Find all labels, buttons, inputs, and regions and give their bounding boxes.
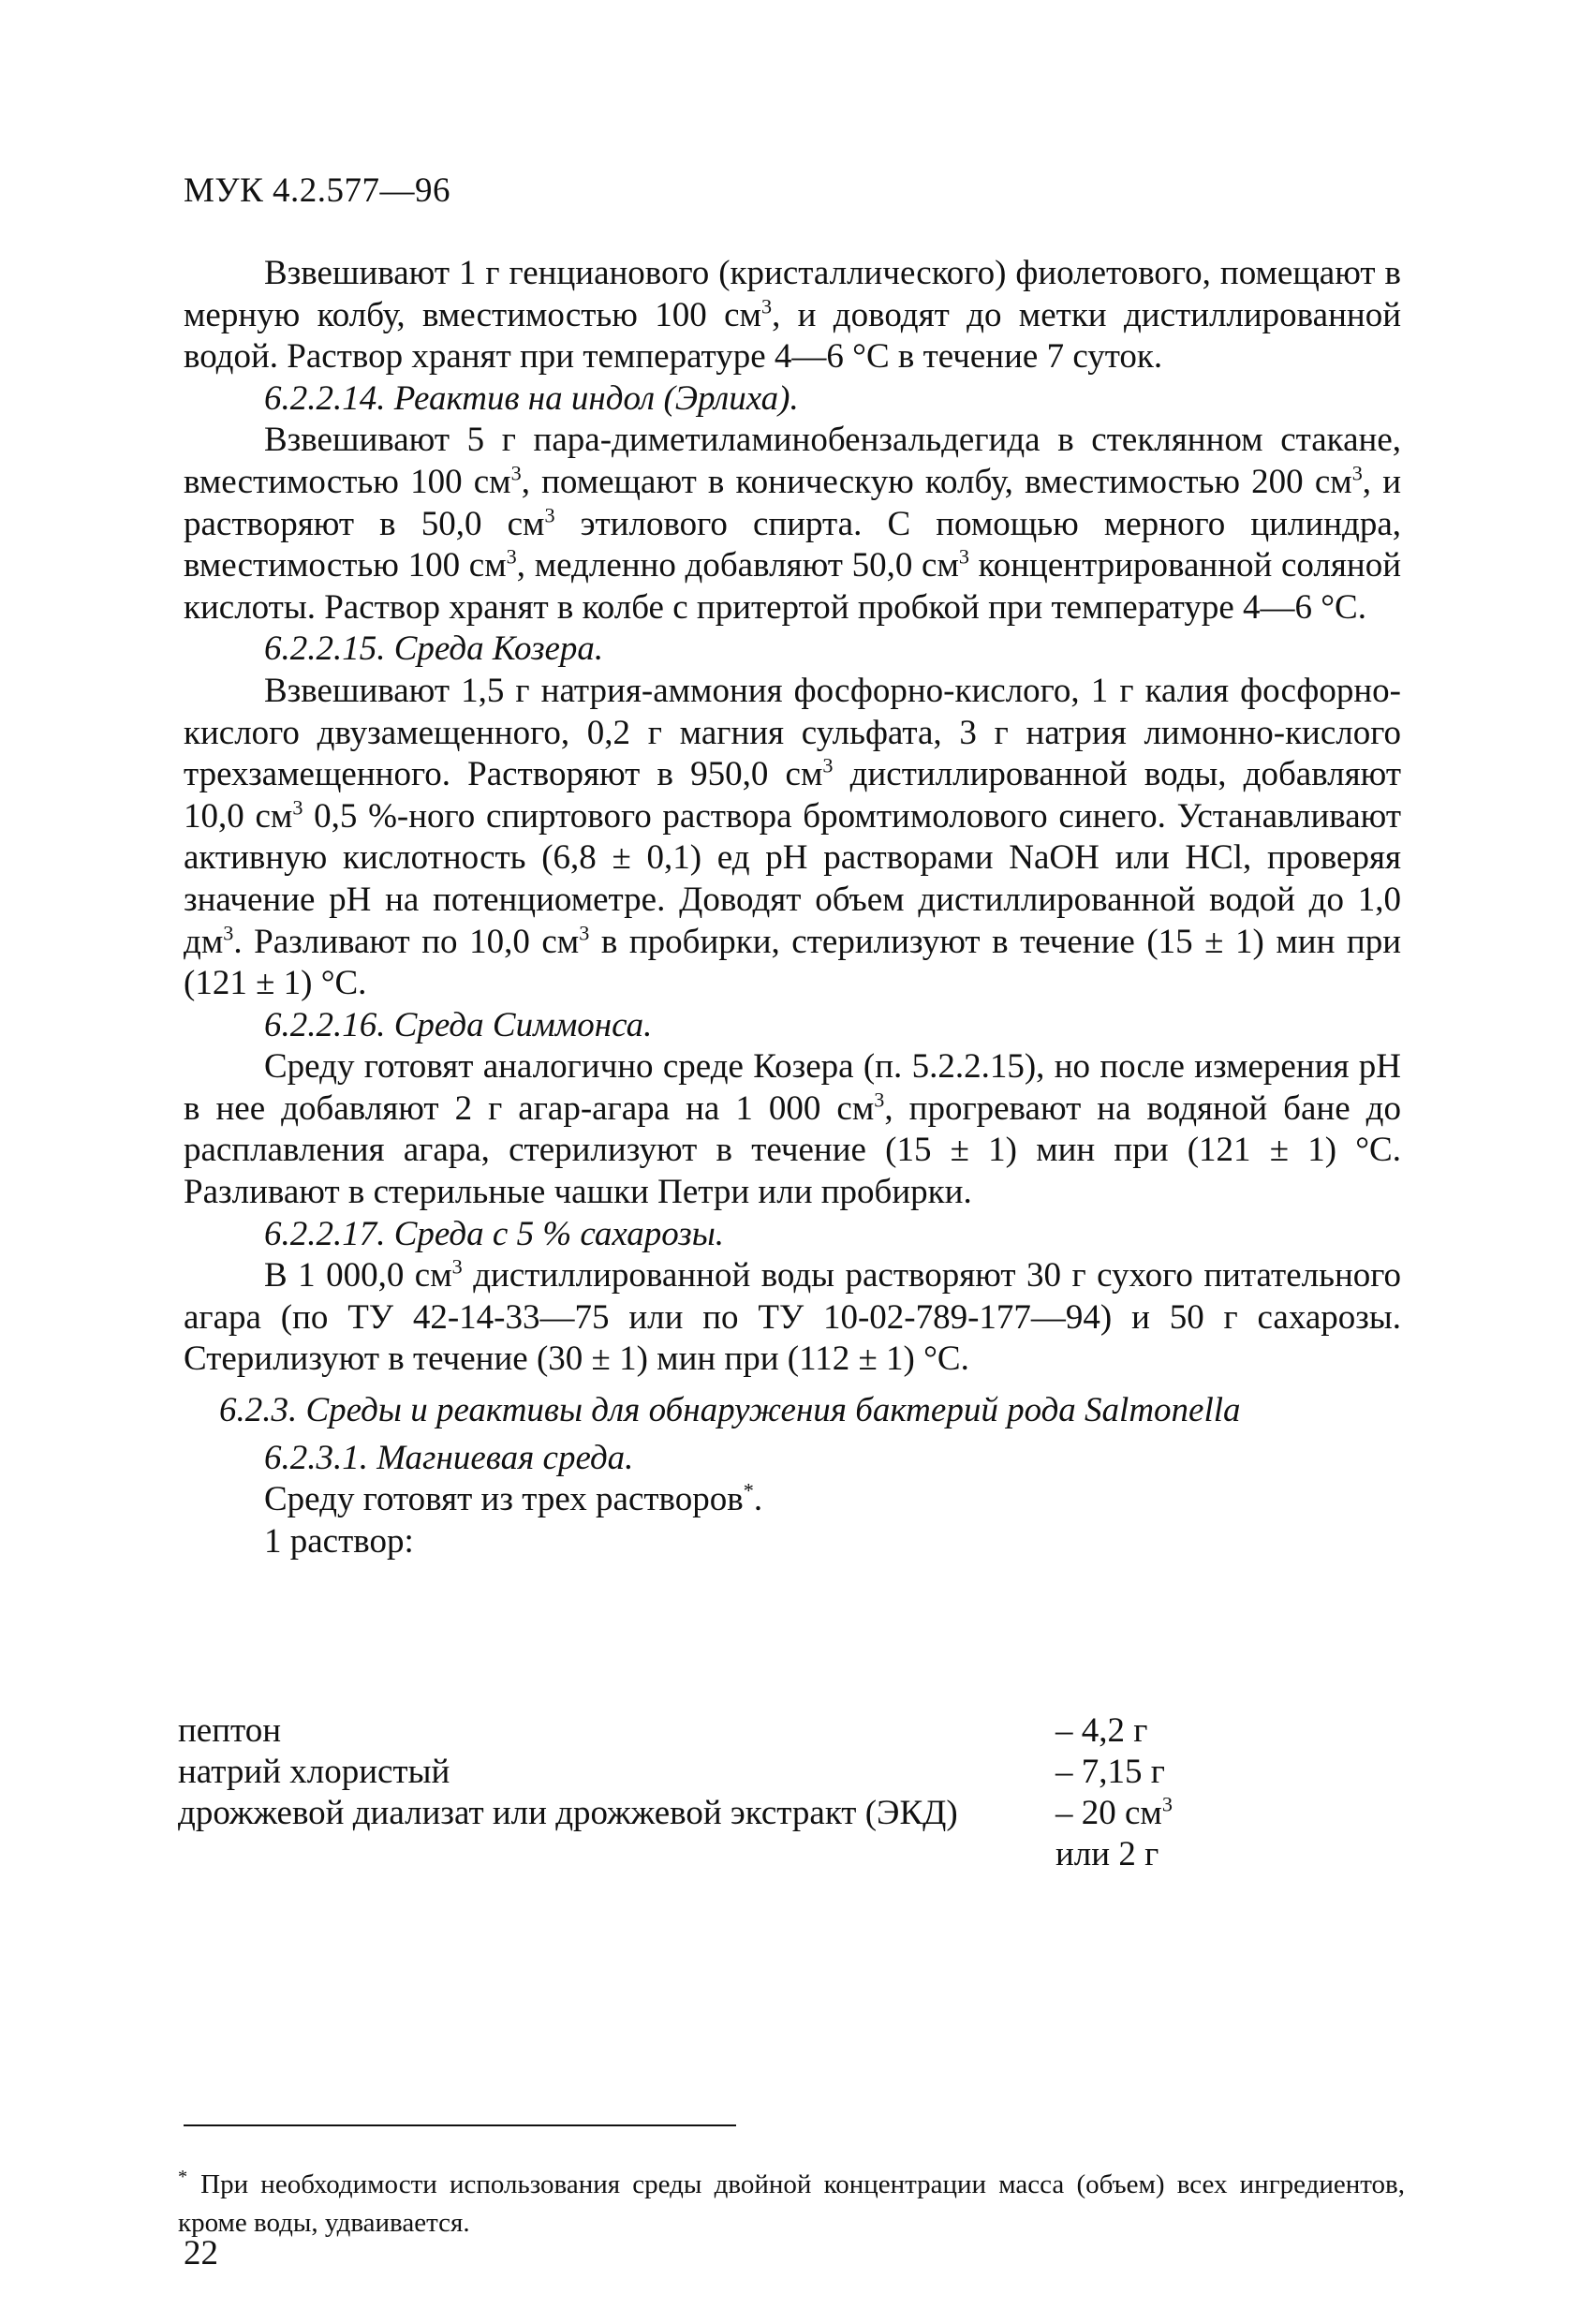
footnote-reference: * <box>743 1478 754 1502</box>
paragraph-ehrlich-reagent: Взвешивают 5 г пара-диметиламинобензальдегида в стеклянном стакане, вместимостью 100 $см^3$, помещают в коническую колбу, вместимостью 200 $см^3$, и растворяют в 50,0 $см^3$ этилового спирта. С помощью мерного цилиндра, вместимостью 100 $см^3$, медленно добавляют 50,0 $см^3$ концентрированной соляной кислоты. Раствор хранят в колбе с притертой пробкой при температуре 4—6 °С. <box>184 421 1401 627</box>
footnote-text: При необходимости использования среды двойной концентрации масса (объем) всех ингредиентов, кроме воды, удваивается. <box>178 2169 1405 2238</box>
solution-label: 1 раствор: <box>264 1521 414 1561</box>
footnote <box>178 2166 1405 2243</box>
ingredient-amount: – 20 $см^3$ <box>1055 1792 1173 1832</box>
footnote-mark: * <box>178 2167 188 2188</box>
section-heading-6-2-2-14: 6.2.2.14. Реактив на индол (Эрлиха). <box>264 378 799 418</box>
section-heading-6-2-3: 6.2.3. Среды и реактивы для обнаружения бактерий рода Salmonella <box>219 1391 1241 1430</box>
ingredient-amount: – 7,15 г <box>1055 1753 1165 1791</box>
paragraph-gentian-violet: Взвешивают 1 г генцианового (кристаллического) фиолетового, помещают в мерную колбу, вместимостью 100 $см^3$, и доводят до метки дистиллированной водой. Раствор хранят при температуре 4—6 °С в течение 7 суток. <box>184 254 1401 377</box>
section-heading-6-2-3-1: 6.2.3.1. Магниевая среда. <box>264 1438 634 1477</box>
ingredient-amount: или 2 г <box>1055 1835 1159 1873</box>
ingredient-amount: – 4,2 г <box>1055 1711 1148 1750</box>
document-code-header: МУК 4.2.577—96 <box>184 171 451 210</box>
section-heading-6-2-2-16: 6.2.2.16. Среда Симмонса. <box>264 1005 653 1044</box>
paragraph-magnesium-medium: Среду готовят из трех растворов*. <box>264 1478 763 1519</box>
ingredients-table <box>178 1710 1227 1875</box>
ingredient-name: натрий хлористый <box>178 1753 450 1791</box>
paragraph-koser-medium: Взвешивают 1,5 г натрия-аммония фосфорно-кислого, 1 г калия фосфорно-кислого двузамещенного, 0,2 г магния сульфата, 3 г натрия лимонно-кислого трехзамещенного. Растворяют в 950,0 $см^3$ дистиллированной воды, добавляют 10,0 $см^3$ 0,5 %-ного спиртового раствора бромтимолового синего. Устанавливают активную кислотность (6,8 ± 0,1) ед pH растворами NaOH или HCl, проверяя значение pH на потенциометре. Доводят объем дистиллированной водой до 1,0 $дм^3$. Разливают по 10,0 $см^3$ в пробирки, стерилизуют в течение (15 ± 1) мин при (121 ± 1) °С. <box>184 671 1401 1003</box>
document-body <box>184 253 1401 1562</box>
ingredient-name <box>178 1834 1055 1875</box>
section-heading-6-2-2-17: 6.2.2.17. Среда с 5 % сахарозы. <box>264 1214 725 1253</box>
footnote-divider <box>184 2124 736 2126</box>
table-row <box>178 1834 1227 1875</box>
page-number: 22 <box>184 2234 218 2272</box>
section-heading-6-2-2-15: 6.2.2.15. Среда Козера. <box>264 629 604 669</box>
table-row <box>178 1710 1227 1752</box>
table-row <box>178 1752 1227 1793</box>
ingredient-name: пептон <box>178 1711 282 1750</box>
paragraph-sucrose-medium: В 1 000,0 $см^3$ дистиллированной воды растворяют 30 г сухого питательного агара (по ТУ 42-14-33—75 или по ТУ 10-02-789-177—94) и 50 г сахарозы. Стерилизуют в течение (30 ± 1) мин при (112 ± 1) °С. <box>184 1254 1402 1379</box>
ingredient-name: дрожжевой диализат или дрожжевой экстракт (ЭКД) <box>178 1794 958 1832</box>
paragraph-simmons-medium: Среду готовят аналогично среде Козера (п. 5.2.2.15), но после измерения pH в нее добавляют 2 г агар-агара на 1 000 $см^3$, прогревают на водяной бане до расплавления агара, стерилизуют в течение (15 ± 1) мин при (121 ± 1) °С. Разливают в стерильные чашки Петри или пробирки. <box>184 1047 1401 1212</box>
table-row <box>178 1793 1227 1834</box>
